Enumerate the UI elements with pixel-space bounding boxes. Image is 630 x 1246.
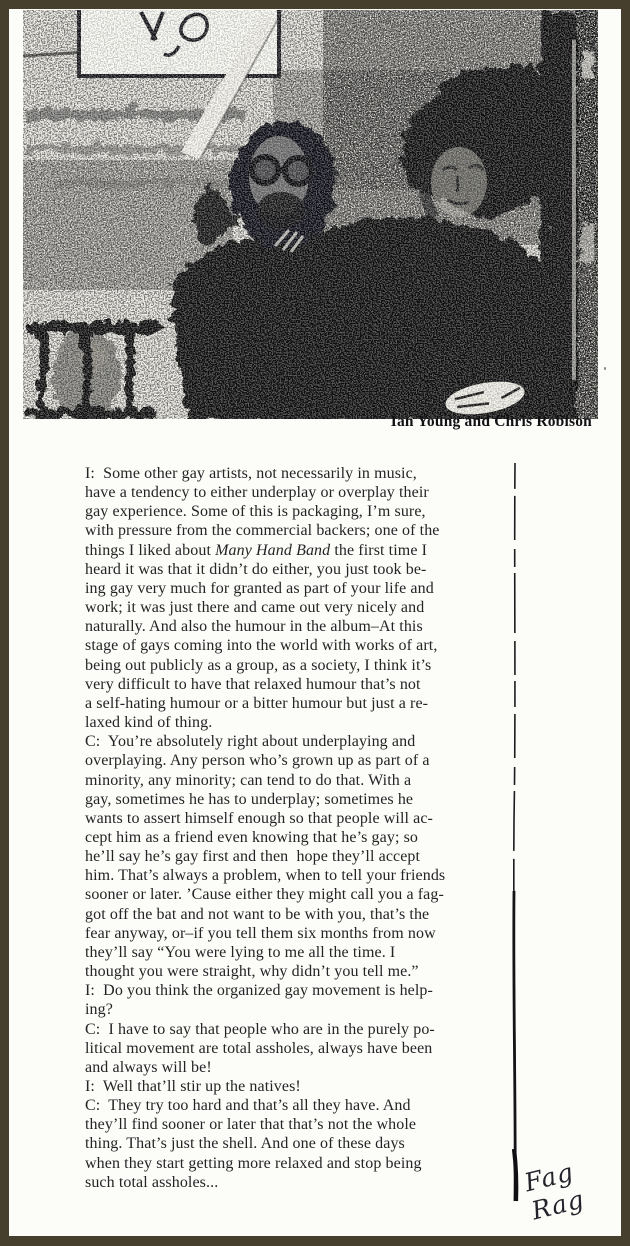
text-line: laxed kind of thing.	[85, 714, 213, 732]
text-line: C: They try too hard and that’s all they have. And	[85, 1097, 411, 1115]
text-line: C: You’re absolutely right about underplaying and	[85, 733, 416, 751]
text-line: such total assholes...	[85, 1173, 219, 1191]
interview-text	[85, 464, 525, 1192]
text-line: when they start getting more relaxed and stop being	[85, 1154, 422, 1172]
xerox-photo-illustration	[23, 10, 598, 419]
text-line: I: Some other gay artists, not necessarily in music,	[85, 465, 417, 482]
text-line: and always will be!	[85, 1058, 212, 1076]
text-line: I: Do you think the organized gay movement is help-	[85, 982, 433, 1000]
text-line: sooner or later. ’Cause either they might call you a fag-	[85, 886, 444, 904]
text-line: got off the bat and not want to be with you, that’s the	[85, 905, 430, 923]
text-line: litical movement are total assholes, always have been	[85, 1039, 433, 1057]
text-line: ing?	[85, 1001, 113, 1019]
text-line: thing. That’s just the shell. And one of these days	[85, 1135, 405, 1153]
text-line: wants to assert himself enough so that people will ac-	[85, 809, 433, 827]
black-grain-overlay	[23, 10, 598, 419]
text-line: he’ll say he’s gay first and then hope they’ll accept	[85, 848, 421, 866]
text-line: him. That’s always a problem, when to tell your friends	[85, 867, 446, 885]
text-line: cept him as a friend even knowing that he’s gay; so	[85, 828, 419, 846]
text-line: overplaying. Any person who’s grown up as part of a	[85, 752, 430, 770]
photo-ian-young-and-chris-robison	[23, 10, 598, 419]
scan-crease-line	[507, 461, 523, 1203]
photo-caption: Ian Young and Chris Robison	[390, 413, 592, 430]
text-line: stage of gays coming into the world with works of art,	[85, 637, 438, 655]
text-line: gay experience. Some of this is packaging, I’m sure,	[85, 503, 426, 521]
text-line: thought you were straight, why didn’t you tell me.”	[85, 963, 419, 981]
scan-speck	[604, 367, 606, 370]
scan-speck	[594, 221, 596, 223]
paper-background	[9, 9, 621, 1236]
text-line: ing gay very much for granted as part of your life and	[85, 579, 434, 597]
text-line: naturally. And also the humour in the album–At this	[85, 618, 423, 636]
text-line: very difficult to have that relaxed humour that’s not	[85, 675, 421, 693]
scan-speck	[549, 226, 552, 229]
text-line: I: Well that’ll stir up the natives!	[85, 1078, 301, 1095]
text-line: they’ll find sooner or later that that’s not the whole	[85, 1116, 417, 1134]
text-line: they’ll say “You were lying to me all the time. I	[85, 943, 396, 961]
text-line: fear anyway, or–if you tell them six months from now	[85, 924, 436, 942]
text-line: have a tendency to either underplay or overplay their	[85, 484, 429, 502]
text-line: things I liked about Many Hand Band the first time I	[85, 541, 428, 559]
text-line: work; it was just there and came out very nicely and	[85, 599, 425, 617]
text-line: gay, sometimes he has to underplay; sometimes he	[85, 790, 414, 808]
text-line: C: I have to say that people who are in the purely po-	[85, 1020, 435, 1038]
text-line: a self-hating humour or a bitter humour but just a re-	[85, 694, 429, 712]
text-line: minority, any minority; can tend to do that. With a	[85, 771, 412, 789]
handwritten-signature: Fag Rag	[521, 1157, 588, 1226]
text-line: heard it was that it didn’t do either, you just took be-	[85, 560, 427, 578]
text-line: with pressure from the commercial backers; one of the	[85, 522, 440, 540]
text-line: being out publicly as a group, as a society, I think it’s	[85, 656, 432, 674]
